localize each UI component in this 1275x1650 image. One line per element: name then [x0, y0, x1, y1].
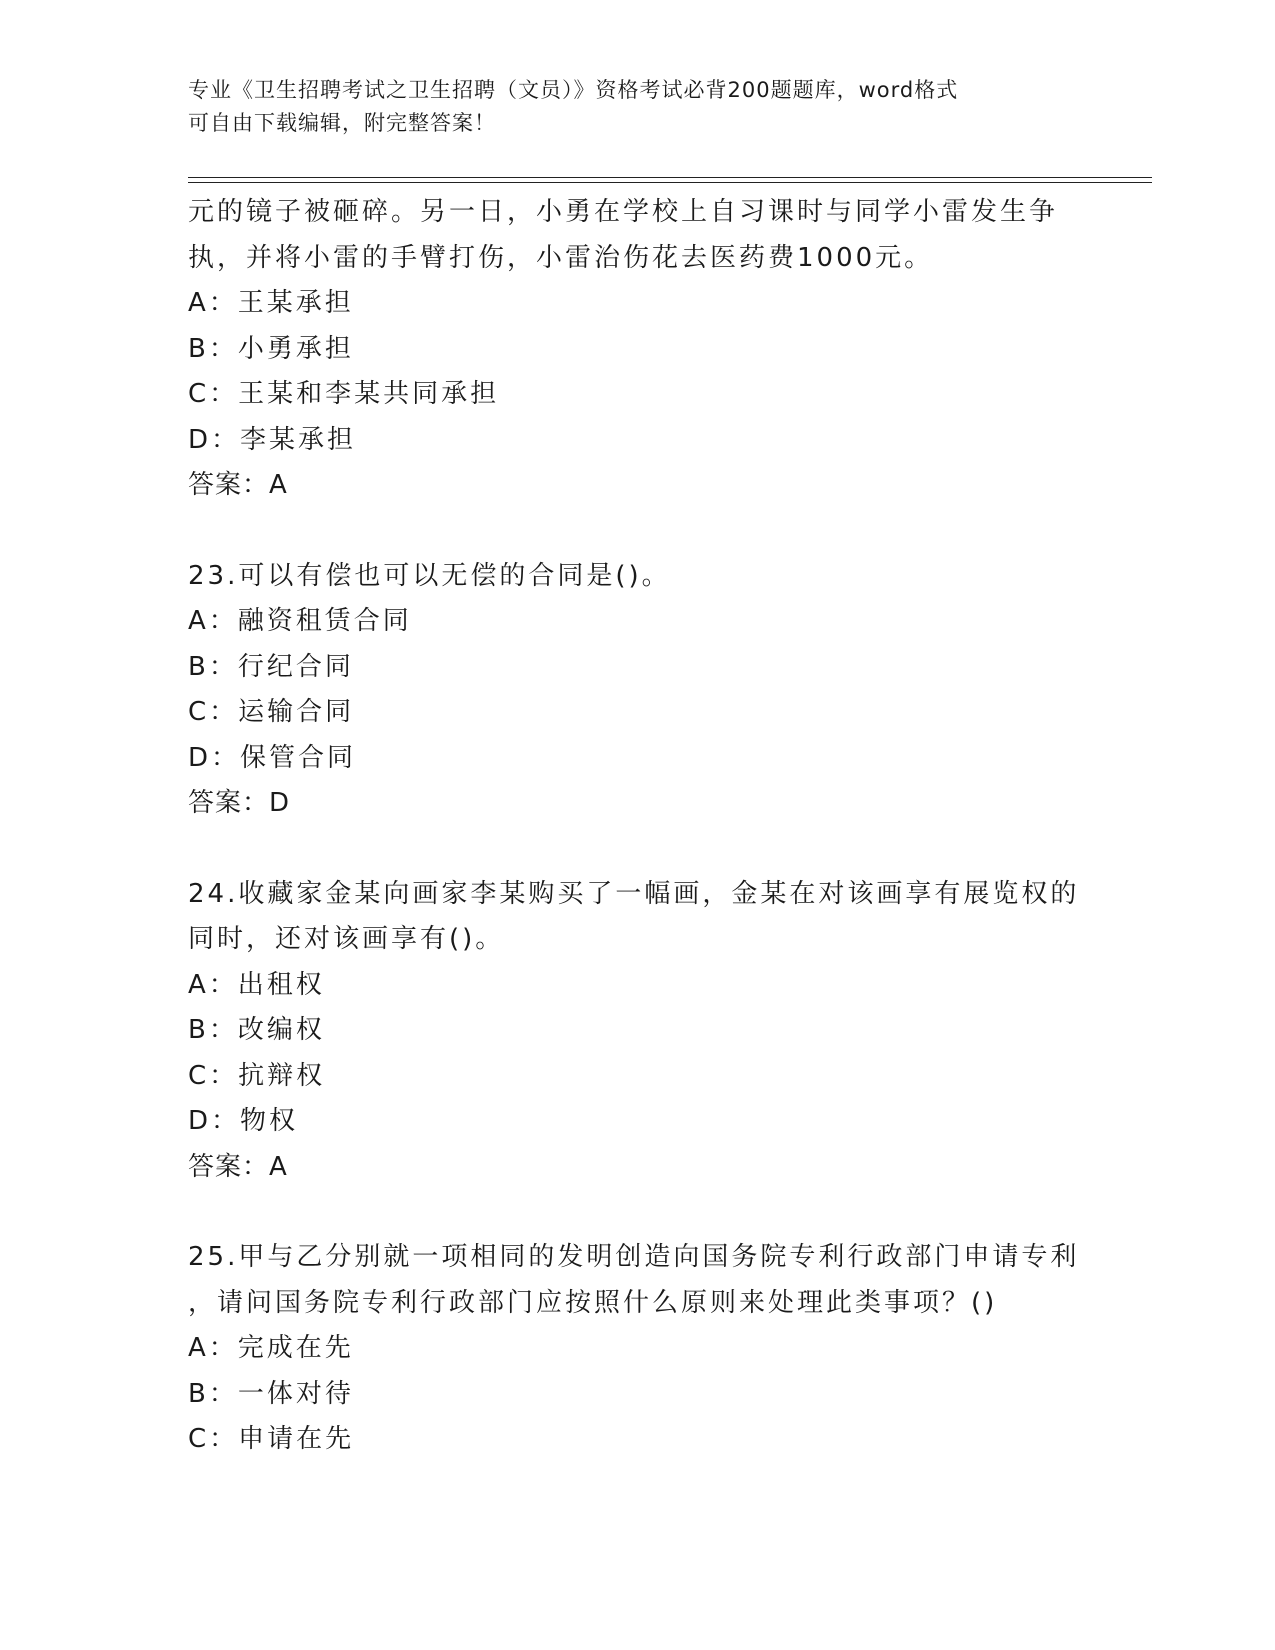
answer-line: 答案：D	[188, 788, 291, 818]
question-25	[188, 1235, 1088, 1463]
option-c: C：运输合同	[188, 697, 355, 727]
question-23	[188, 554, 1088, 827]
spacer	[188, 1190, 1088, 1235]
question-text-line: 元的镜子被砸碎。另一日，小勇在学校上自习课时与同学小雷发生争	[188, 197, 1059, 227]
header-line-1: 专业《卫生招聘考试之卫生招聘（文员）》资格考试必背200题题库，word格式	[188, 78, 959, 102]
question-text-line: 23.可以有偿也可以无偿的合同是()。	[188, 560, 671, 591]
option-b: B：行纪合同	[188, 651, 354, 682]
header-rule-top	[188, 177, 1152, 178]
option-c: C：王某和李某共同承担	[188, 379, 500, 409]
header-line-2: 可自由下载编辑，附完整答案！	[188, 111, 496, 135]
question-text-line: 25.甲与乙分别就一项相同的发明创造向国务院专利行政部门申请专利	[188, 1242, 1080, 1272]
spacer	[188, 827, 1088, 872]
option-a: A：完成在先	[188, 1333, 354, 1363]
question-text-line: 执，并将小雷的手臂打伤，小雷治伤花去医药费1000元。	[188, 242, 934, 273]
question-list	[188, 190, 1088, 1463]
option-d: D：物权	[188, 1106, 299, 1136]
header-rule-bottom	[188, 182, 1152, 183]
option-d: D：李某承担	[188, 424, 357, 455]
option-b: B：改编权	[188, 1015, 325, 1045]
answer-line: 答案：A	[188, 470, 288, 500]
question-text-line: 24.收藏家金某向画家李某购买了一幅画，金某在对该画享有展览权的	[188, 878, 1080, 909]
option-a: A：出租权	[188, 969, 325, 1000]
option-d: D：保管合同	[188, 742, 357, 773]
option-a: A：王某承担	[188, 288, 354, 318]
question-text-line: ，请问国务院专利行政部门应按照什么原则来处理此类事项？()	[188, 1287, 998, 1318]
document-header	[188, 74, 1088, 140]
option-a: A：融资租赁合同	[188, 606, 412, 636]
question-24	[188, 872, 1088, 1191]
question-22-continuation	[188, 190, 1088, 509]
question-text-line: 同时，还对该画享有()。	[188, 924, 505, 954]
answer-line: 答案：A	[188, 1151, 288, 1182]
option-b: B：小勇承担	[188, 333, 354, 364]
option-c: C：抗辩权	[188, 1060, 326, 1091]
option-c: C：申请在先	[188, 1424, 355, 1454]
option-b: B：一体对待	[188, 1378, 354, 1409]
spacer	[188, 509, 1088, 554]
